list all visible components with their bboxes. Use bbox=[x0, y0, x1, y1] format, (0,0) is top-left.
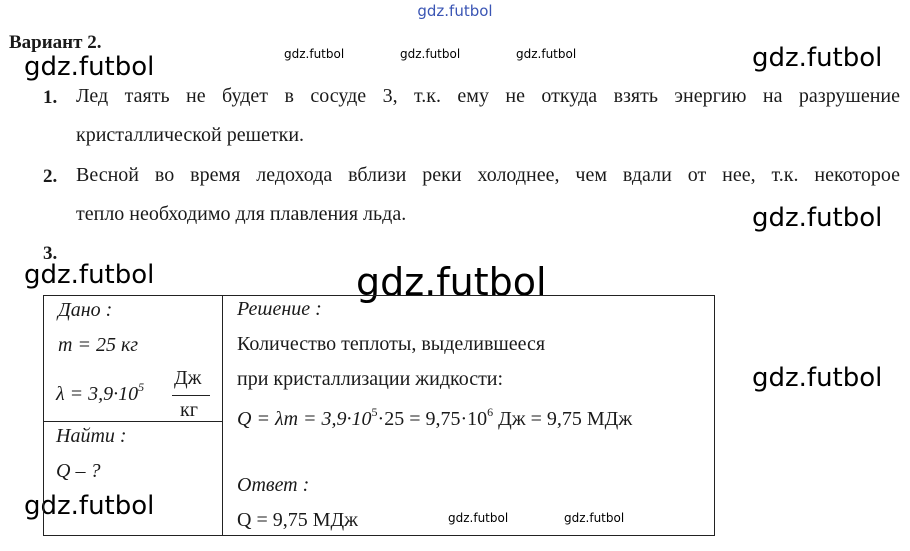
watermark-small: gdz.futbol bbox=[564, 511, 625, 525]
watermark-large: gdz.futbol bbox=[24, 260, 155, 290]
variant-heading: Вариант 2. bbox=[9, 32, 102, 53]
given-label: Дано : bbox=[58, 299, 113, 321]
watermark-center: gdz.futbol bbox=[356, 260, 547, 304]
watermark-large: gdz.futbol bbox=[752, 203, 883, 233]
item-number: 1. bbox=[43, 87, 58, 108]
item-number: 3. bbox=[43, 243, 58, 264]
watermark-large: gdz.futbol bbox=[752, 363, 883, 393]
watermark-top: gdz.futbol bbox=[417, 2, 493, 20]
fraction-line bbox=[172, 395, 210, 396]
solution-formula: $Q = \lambda m = 3,9\cdot 10^5\cdot 25 = 9,75\cdot 10^6$ Дж = 9,75 МДж bbox=[237, 405, 633, 430]
item-text-line: Весной во время ледохода вблизи реки холоднее, чем вдали от нее, т.к. некоторое bbox=[76, 164, 900, 186]
solution-text: при кристаллизации жидкости: bbox=[237, 368, 504, 390]
watermark-small: gdz.futbol bbox=[448, 511, 509, 525]
watermark-small: gdz.futbol bbox=[400, 47, 461, 61]
solution-label: Решение : bbox=[237, 298, 322, 320]
answer-value: Q = 9,75 МДж bbox=[237, 509, 358, 531]
item-text-line: Лед таять не будет в сосуде 3, т.к. ему не откуда взять энергию на разрушение bbox=[76, 85, 900, 107]
given-unit-numerator: Дж bbox=[174, 367, 202, 389]
solution-text: Количество теплоты, выделившееся bbox=[237, 333, 546, 355]
given-mass: m = 25 кг bbox=[58, 334, 139, 356]
watermark-large: gdz.futbol bbox=[752, 43, 883, 73]
given-lambda: $\lambda = 3,9\cdot 10^5$ bbox=[56, 380, 145, 405]
watermark-large: gdz.futbol bbox=[24, 52, 155, 82]
given-unit-denominator: кг bbox=[180, 399, 198, 421]
watermark-large: gdz.futbol bbox=[24, 491, 155, 521]
item-number: 2. bbox=[43, 166, 58, 187]
table-divider-vertical bbox=[222, 295, 223, 536]
answer-label: Ответ : bbox=[237, 474, 310, 496]
item-text-line: кристаллической решетки. bbox=[76, 124, 305, 146]
find-label: Найти : bbox=[56, 425, 127, 447]
watermark-small: gdz.futbol bbox=[284, 47, 345, 61]
watermark-small: gdz.futbol bbox=[516, 47, 577, 61]
find-q: Q – ? bbox=[56, 460, 101, 482]
item-text-line: тепло необходимо для плавления льда. bbox=[76, 203, 407, 225]
